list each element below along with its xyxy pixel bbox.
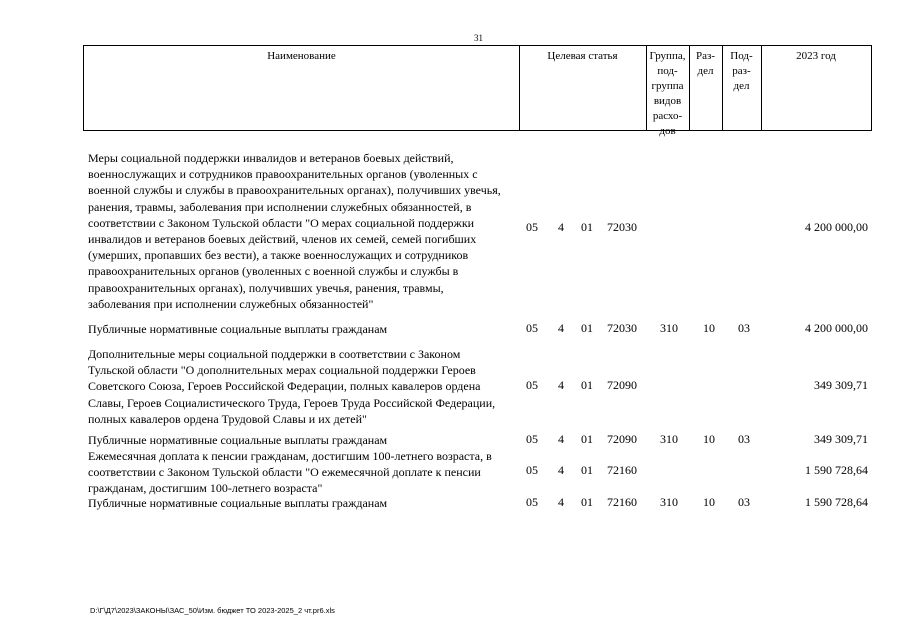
cell-c4: 72030 [607,220,637,234]
cell-section: 10 [703,495,715,509]
page-number: 31 [474,33,483,43]
cell-c1: 05 [526,321,538,335]
header-target: Целевая статья [547,50,618,62]
cell-c3: 01 [581,220,593,234]
cell-c1: 05 [526,432,538,446]
cell-amount: 4 200 000,00 [805,220,868,234]
header-subsection: Под- раз- дел [730,50,753,92]
cell-c2: 4 [558,463,564,477]
cell-c2: 4 [558,321,564,335]
cell-group: 310 [660,495,678,509]
cell-section: 10 [703,432,715,446]
footer-file-path: D:\Г\Д7\2023\ЗАКОНЫ\ЗАС_50\Изм. бюджет ТО 2023-2025_2 чт.pr6.xls [90,606,335,615]
header-name: Наименование [267,50,336,62]
row-description: Дополнительные меры социальной поддержки в соответствии с Законом Тульской области "О дополнительных мерах социальной поддержки Героев Советского Союза, Героев Российской Федерации, полных кавалеров ордена Славы, Героев Социалистического Труда, Героев Труда Российской Федерации, полных кавалеров ордена Трудовой Славы и их детей" [88,347,496,426]
cell-group: 310 [660,432,678,446]
row-description: Публичные нормативные социальные выплаты гражданам [88,433,388,447]
cell-c3: 01 [581,321,593,335]
cell-group: 310 [660,321,678,335]
header-year: 2023 год [796,50,836,62]
cell-amount: 349 309,71 [814,432,868,446]
cell-c4: 72030 [607,321,637,335]
header-section: Раз- дел [695,50,715,77]
table-header [83,45,872,137]
cell-amount: 1 590 728,64 [805,495,868,509]
cell-amount: 4 200 000,00 [805,321,868,335]
cell-c3: 01 [581,432,593,446]
cell-c4: 72090 [607,432,637,446]
cell-c1: 05 [526,495,538,509]
cell-c2: 4 [558,495,564,509]
row-description: Публичные нормативные социальные выплаты гражданам [88,322,388,336]
cell-c4: 72160 [607,463,637,477]
cell-subsection: 03 [738,432,750,446]
cell-c4: 72090 [607,378,637,392]
cell-c4: 72160 [607,495,637,509]
cell-amount: 1 590 728,64 [805,463,868,477]
cell-c2: 4 [558,432,564,446]
cell-c2: 4 [558,220,564,234]
cell-subsection: 03 [738,321,750,335]
cell-c3: 01 [581,378,593,392]
header-group: Группа, под- группа видов расхо- дов [649,50,686,137]
cell-subsection: 03 [738,495,750,509]
row-description: Публичные нормативные социальные выплаты гражданам [88,496,388,510]
cell-amount: 349 309,71 [814,378,868,392]
cell-c1: 05 [526,463,538,477]
cell-c1: 05 [526,378,538,392]
cell-section: 10 [703,321,715,335]
cell-c2: 4 [558,378,564,392]
row-description: Ежемесячная доплата к пенсии гражданам, достигшим 100-летнего возраста, в соответствии с Законом Тульской области "О ежемесячной доплате к пенсии гражданам, достигшим 100-летнего возраста" [88,449,492,496]
row-description: Меры социальной поддержки инвалидов и ветеранов боевых действий, военнослужащих и сотрудников правоохранительных органов (уволенных с военной службы и службы в правоохранительных органах), получивших увечья, ранения, травмы, заболевания при исполнении служебных обязанностей, в соответствии с Законом Тульской области "О мерах социальной поддержки инвалидов и ветеранов боевых действий, членов их семей, семей погибших (умерших, пропавших без вести), а также военнослужащих и сотрудников правоохранительных органов (уволенных с военной службы и службы в правоохранительных органах), получивших увечья, ранения, травмы, заболевания при исполнении служебных обязанностей" [88,151,501,311]
cell-c3: 01 [581,495,593,509]
cell-c3: 01 [581,463,593,477]
cell-c1: 05 [526,220,538,234]
